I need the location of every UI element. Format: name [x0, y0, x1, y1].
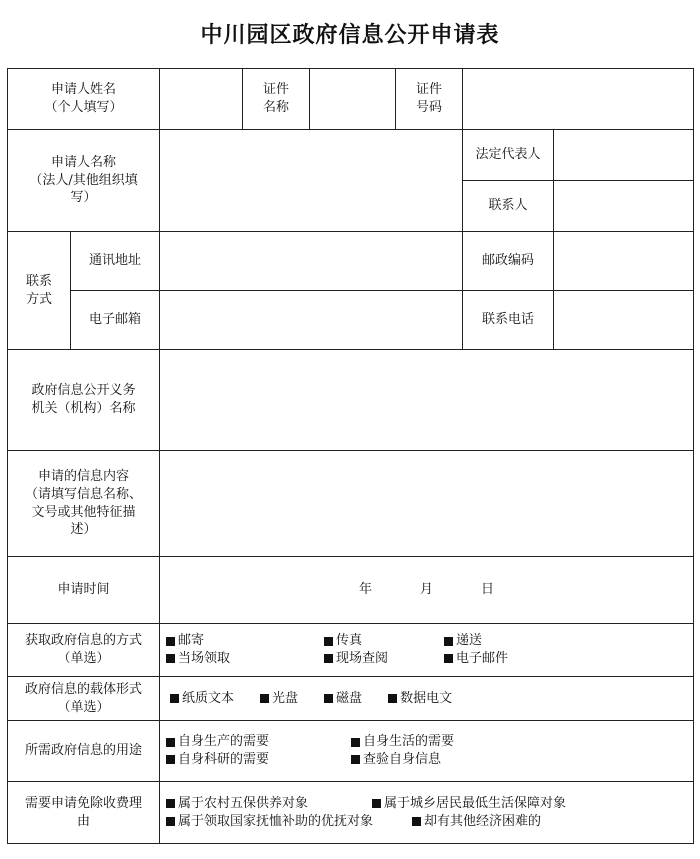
checkbox-icon	[444, 654, 453, 663]
checkbox-icon	[170, 694, 179, 703]
method-option[interactable]: 电子邮件	[444, 650, 508, 668]
legal-rep-label: 法定代表人	[463, 130, 554, 181]
exemption-label: 需要申请免除收费理 由	[8, 782, 160, 844]
checkbox-icon	[324, 637, 333, 646]
method-option[interactable]: 递送	[444, 632, 482, 650]
id-number-field[interactable]	[463, 69, 694, 130]
email-label: 电子邮箱	[71, 291, 160, 350]
carrier-option[interactable]: 纸质文本	[170, 690, 234, 708]
exemption-option[interactable]: 属于领取国家抚恤补助的优抚对象	[166, 813, 412, 831]
carrier-option[interactable]: 磁盘	[324, 690, 362, 708]
contact-method-label: 联系 方式	[8, 232, 71, 350]
carrier-label: 政府信息的载体形式 （单选）	[8, 677, 160, 721]
usage-option[interactable]: 自身生产的需要	[166, 733, 351, 751]
method-option[interactable]: 现场查阅	[324, 650, 444, 668]
legal-rep-field[interactable]	[554, 130, 694, 181]
org-name-label: 申请人名称 （法人/其他组织填 写）	[8, 130, 160, 232]
checkbox-icon	[351, 738, 360, 747]
content-field[interactable]	[160, 451, 694, 557]
postcode-field[interactable]	[554, 232, 694, 291]
usage-options	[160, 721, 694, 782]
checkbox-icon	[166, 654, 175, 663]
carrier-options	[160, 677, 694, 721]
checkbox-icon	[166, 738, 175, 747]
agency-label: 政府信息公开义务 机关（机构）名称	[8, 350, 160, 451]
application-form-table	[7, 68, 694, 844]
checkbox-icon	[166, 637, 175, 646]
method-options	[160, 624, 694, 677]
method-option[interactable]: 传真	[324, 632, 444, 650]
usage-label: 所需政府信息的用途	[8, 721, 160, 782]
method-label: 获取政府信息的方式 （单选）	[8, 624, 160, 677]
carrier-option[interactable]: 光盘	[260, 690, 298, 708]
applicant-name-label: 申请人姓名 （个人填写）	[8, 69, 160, 130]
contact-person-field[interactable]	[554, 181, 694, 232]
usage-option[interactable]: 查验自身信息	[351, 751, 441, 769]
usage-option[interactable]: 自身生活的需要	[351, 733, 454, 751]
checkbox-icon	[412, 817, 421, 826]
exemption-option[interactable]: 属于农村五保供养对象	[166, 795, 372, 813]
address-field[interactable]	[160, 232, 463, 291]
checkbox-icon	[324, 694, 333, 703]
phone-field[interactable]	[554, 291, 694, 350]
agency-field[interactable]	[160, 350, 694, 451]
checkbox-icon	[166, 755, 175, 764]
id-type-field[interactable]	[310, 69, 396, 130]
checkbox-icon	[388, 694, 397, 703]
contact-person-label: 联系人	[463, 181, 554, 232]
org-name-field[interactable]	[160, 130, 463, 232]
id-number-label: 证件 号码	[396, 69, 463, 130]
id-type-label: 证件 名称	[243, 69, 310, 130]
exemption-option[interactable]: 却有其他经济困难的	[412, 813, 541, 831]
applicant-name-field[interactable]	[160, 69, 243, 130]
day-label: 日	[481, 582, 495, 598]
apply-time-label: 申请时间	[8, 557, 160, 624]
address-label: 通讯地址	[71, 232, 160, 291]
checkbox-icon	[166, 817, 175, 826]
content-label: 申请的信息内容 （请填写信息名称、 文号或其他特征描 述）	[8, 451, 160, 557]
checkbox-icon	[166, 799, 175, 808]
month-label: 月	[420, 582, 434, 598]
year-label: 年	[358, 582, 372, 598]
method-option[interactable]: 当场领取	[166, 650, 324, 668]
usage-option[interactable]: 自身科研的需要	[166, 751, 351, 769]
checkbox-icon	[444, 637, 453, 646]
email-field[interactable]	[160, 291, 463, 350]
apply-time-field[interactable]	[160, 557, 694, 624]
method-option[interactable]: 邮寄	[166, 632, 324, 650]
postcode-label: 邮政编码	[463, 232, 554, 291]
phone-label: 联系电话	[463, 291, 554, 350]
checkbox-icon	[324, 654, 333, 663]
exemption-options	[160, 782, 694, 844]
exemption-option[interactable]: 属于城乡居民最低生活保障对象	[372, 795, 566, 813]
checkbox-icon	[260, 694, 269, 703]
checkbox-icon	[351, 755, 360, 764]
checkbox-icon	[372, 799, 381, 808]
carrier-option[interactable]: 数据电文	[388, 690, 452, 708]
form-title: 中川园区政府信息公开申请表	[200, 22, 500, 48]
